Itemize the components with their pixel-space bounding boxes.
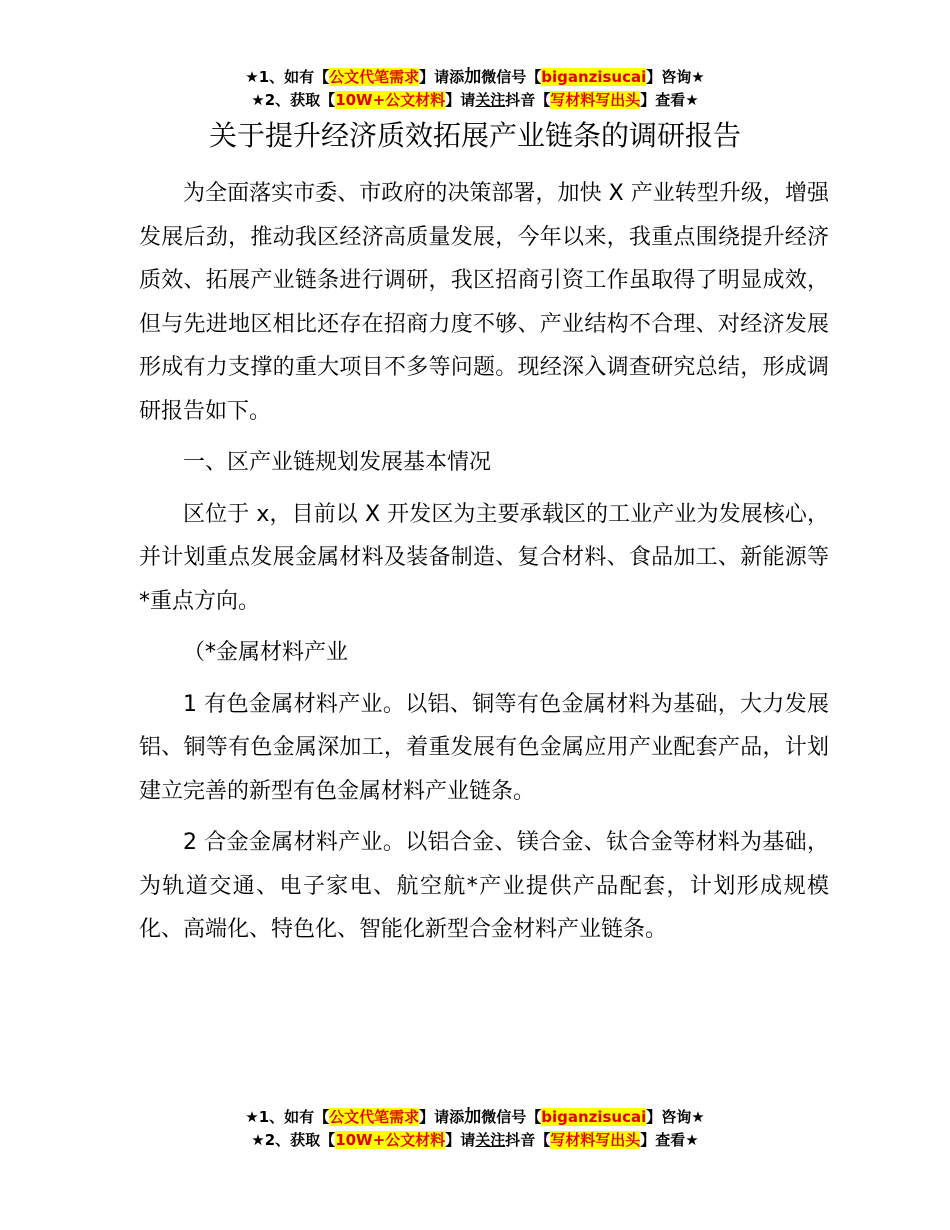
banner-text: 】请 bbox=[445, 1131, 476, 1149]
banner-text: ★2、获取【 bbox=[251, 91, 336, 109]
paragraph: 2 合金金属材料产业。以铝合金、镁合金、钛合金等材料为基础，为轨道交通、电子家电、航空航*产业提供产品配套，计划形成规模化、高端化、特色化、智能化新型合金材料产业链条。 bbox=[139, 830, 829, 942]
banner-highlight: 10W+公文材料 bbox=[335, 1131, 446, 1149]
header-banner bbox=[0, 66, 950, 112]
banner-text: 】咨询★ bbox=[646, 68, 705, 86]
douyin-id-highlight: 写材料写出头 bbox=[550, 1131, 641, 1149]
document-title: 关于提升经济质效拓展产业链条的调研报告 bbox=[208, 119, 741, 152]
banner-line-1 bbox=[0, 1106, 950, 1129]
banner-highlight: 10W+公文材料 bbox=[335, 91, 446, 109]
banner-line-2 bbox=[0, 1129, 950, 1152]
banner-text: 微信号【 bbox=[481, 68, 542, 86]
banner-highlight: 公文代笔需求 bbox=[329, 68, 420, 86]
banner-text: ★1、如有【 bbox=[245, 68, 330, 86]
wechat-id-highlight: biganzisucai bbox=[541, 68, 647, 86]
banner-text: ★1、如有【 bbox=[245, 1108, 330, 1126]
banner-text: 】请 bbox=[445, 91, 476, 109]
wechat-id-highlight: biganzisucai bbox=[541, 1108, 647, 1126]
banner-text: 关注 bbox=[475, 1131, 506, 1149]
banner-line-2 bbox=[0, 89, 950, 112]
paragraph: 1 有色金属材料产业。以铝、铜等有色金属材料为基础，大力发展铝、铜等有色金属深加工，着重发展有色金属应用产业配套产品，计划建立完善的新型有色金属材料产业链条。 bbox=[139, 691, 829, 804]
banner-text: 抖音【 bbox=[505, 91, 551, 109]
section-heading: 一、区产业链规划发展基本情况 bbox=[183, 450, 492, 475]
banner-highlight: 公文代笔需求 bbox=[329, 1108, 420, 1126]
banner-text: 加 bbox=[464, 1107, 482, 1127]
banner-text: 关注 bbox=[475, 91, 506, 109]
banner-text: 抖音【 bbox=[505, 1131, 551, 1149]
banner-line-1 bbox=[0, 66, 950, 89]
banner-text: 】请添 bbox=[419, 1108, 465, 1126]
banner-text: 】咨询★ bbox=[646, 1108, 705, 1126]
subsection-heading: （*金属材料产业 bbox=[183, 640, 349, 665]
footer-banner bbox=[0, 1106, 950, 1152]
banner-text: 】请添 bbox=[419, 68, 465, 86]
banner-text: 微信号【 bbox=[481, 1108, 542, 1126]
banner-text: ★2、获取【 bbox=[251, 1131, 336, 1149]
document-body bbox=[139, 172, 829, 960]
banner-text: 加 bbox=[464, 67, 482, 87]
douyin-id-highlight: 写材料写出头 bbox=[550, 91, 641, 109]
paragraph: 为全面落实市委、市政府的决策部署，加快 X 产业转型升级，增强发展后劲，推动我区经济高质量发展，今年以来，我重点围绕提升经济质效、拓展产业链条进行调研，我区招商引资工作虽取得了明显成效，但与先进地区相比还存在招商力度不够、产业结构不合理、对经济发展形成有力支撑的重大项目不多等问题。现经深入调查研究总结，形成调研报告如下。 bbox=[139, 181, 829, 424]
paragraph: 区位于 x，目前以 X 开发区为主要承载区的工业产业为发展核心，并计划重点发展金属材料及装备制造、复合材料、食品加工、新能源等*重点方向。 bbox=[139, 501, 829, 614]
banner-text: 】查看★ bbox=[640, 91, 699, 109]
banner-text: 】查看★ bbox=[640, 1131, 699, 1149]
